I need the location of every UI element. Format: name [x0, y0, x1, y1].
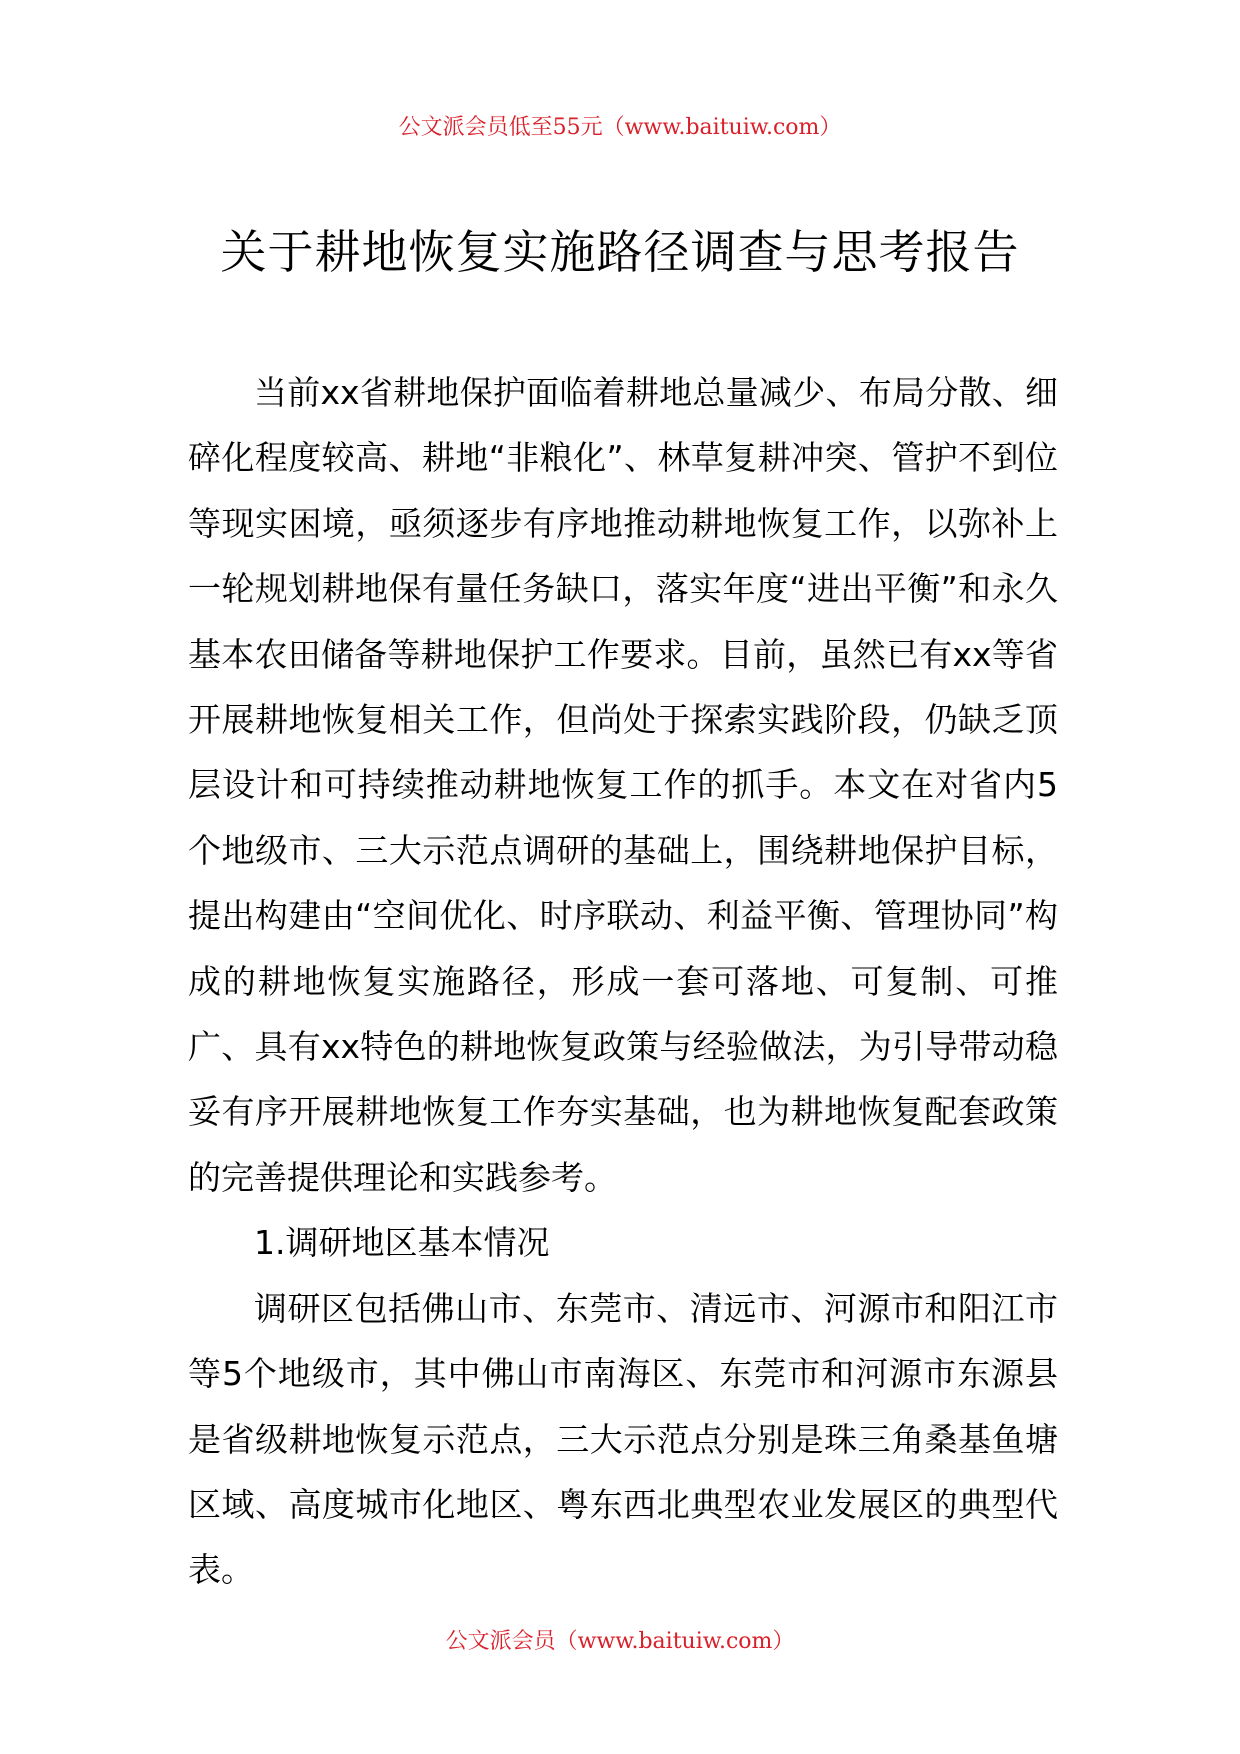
section-heading: 1.调研地区基本情况 [254, 1223, 550, 1263]
header-banner: 公文派会员低至55元（www.baituiw.com） [398, 115, 842, 140]
document-body [188, 360, 1058, 1603]
section-paragraph: 调研区包括佛山市、东莞市、清远市、河源市和阳江市等5个地级市，其中佛山市南海区、东莞市和河源市东源县是省级耕地恢复示范点，三大示范点分别是珠三角桑基鱼塘区域、高度城市化地区、粤东西北典型农业发展区的典型代表。 [188, 1288, 1058, 1590]
footer-banner: 公文派会员（www.baituiw.com） [445, 1629, 795, 1654]
document-title: 关于耕地恢复实施路径调查与思考报告 [220, 225, 1020, 279]
intro-paragraph: 当前xx省耕地保护面临着耕地总量减少、布局分散、细碎化程度较高、耕地“非粮化”、林草复耕冲突、管护不到位等现实困境，亟须逐步有序地推动耕地恢复工作，以弥补上一轮规划耕地保有量任务缺口，落实年度“进出平衡”和永久基本农田储备等耕地保护工作要求。目前，虽然已有xx等省开展耕地恢复相关工作，但尚处于探索实践阶段，仍缺乏顶层设计和可持续推动耕地恢复工作的抓手。本文在对省内5个地级市、三大示范点调研的基础上，围绕耕地保护目标，提出构建由“空间优化、时序联动、利益平衡、管理协同”构成的耕地恢复实施路径，形成一套可落地、可复制、可推广、具有xx特色的耕地恢复政策与经验做法，为引导带动稳妥有序开展耕地恢复工作夯实基础，也为耕地恢复配套政策的完善提供理论和实践参考。 [188, 373, 1058, 1197]
